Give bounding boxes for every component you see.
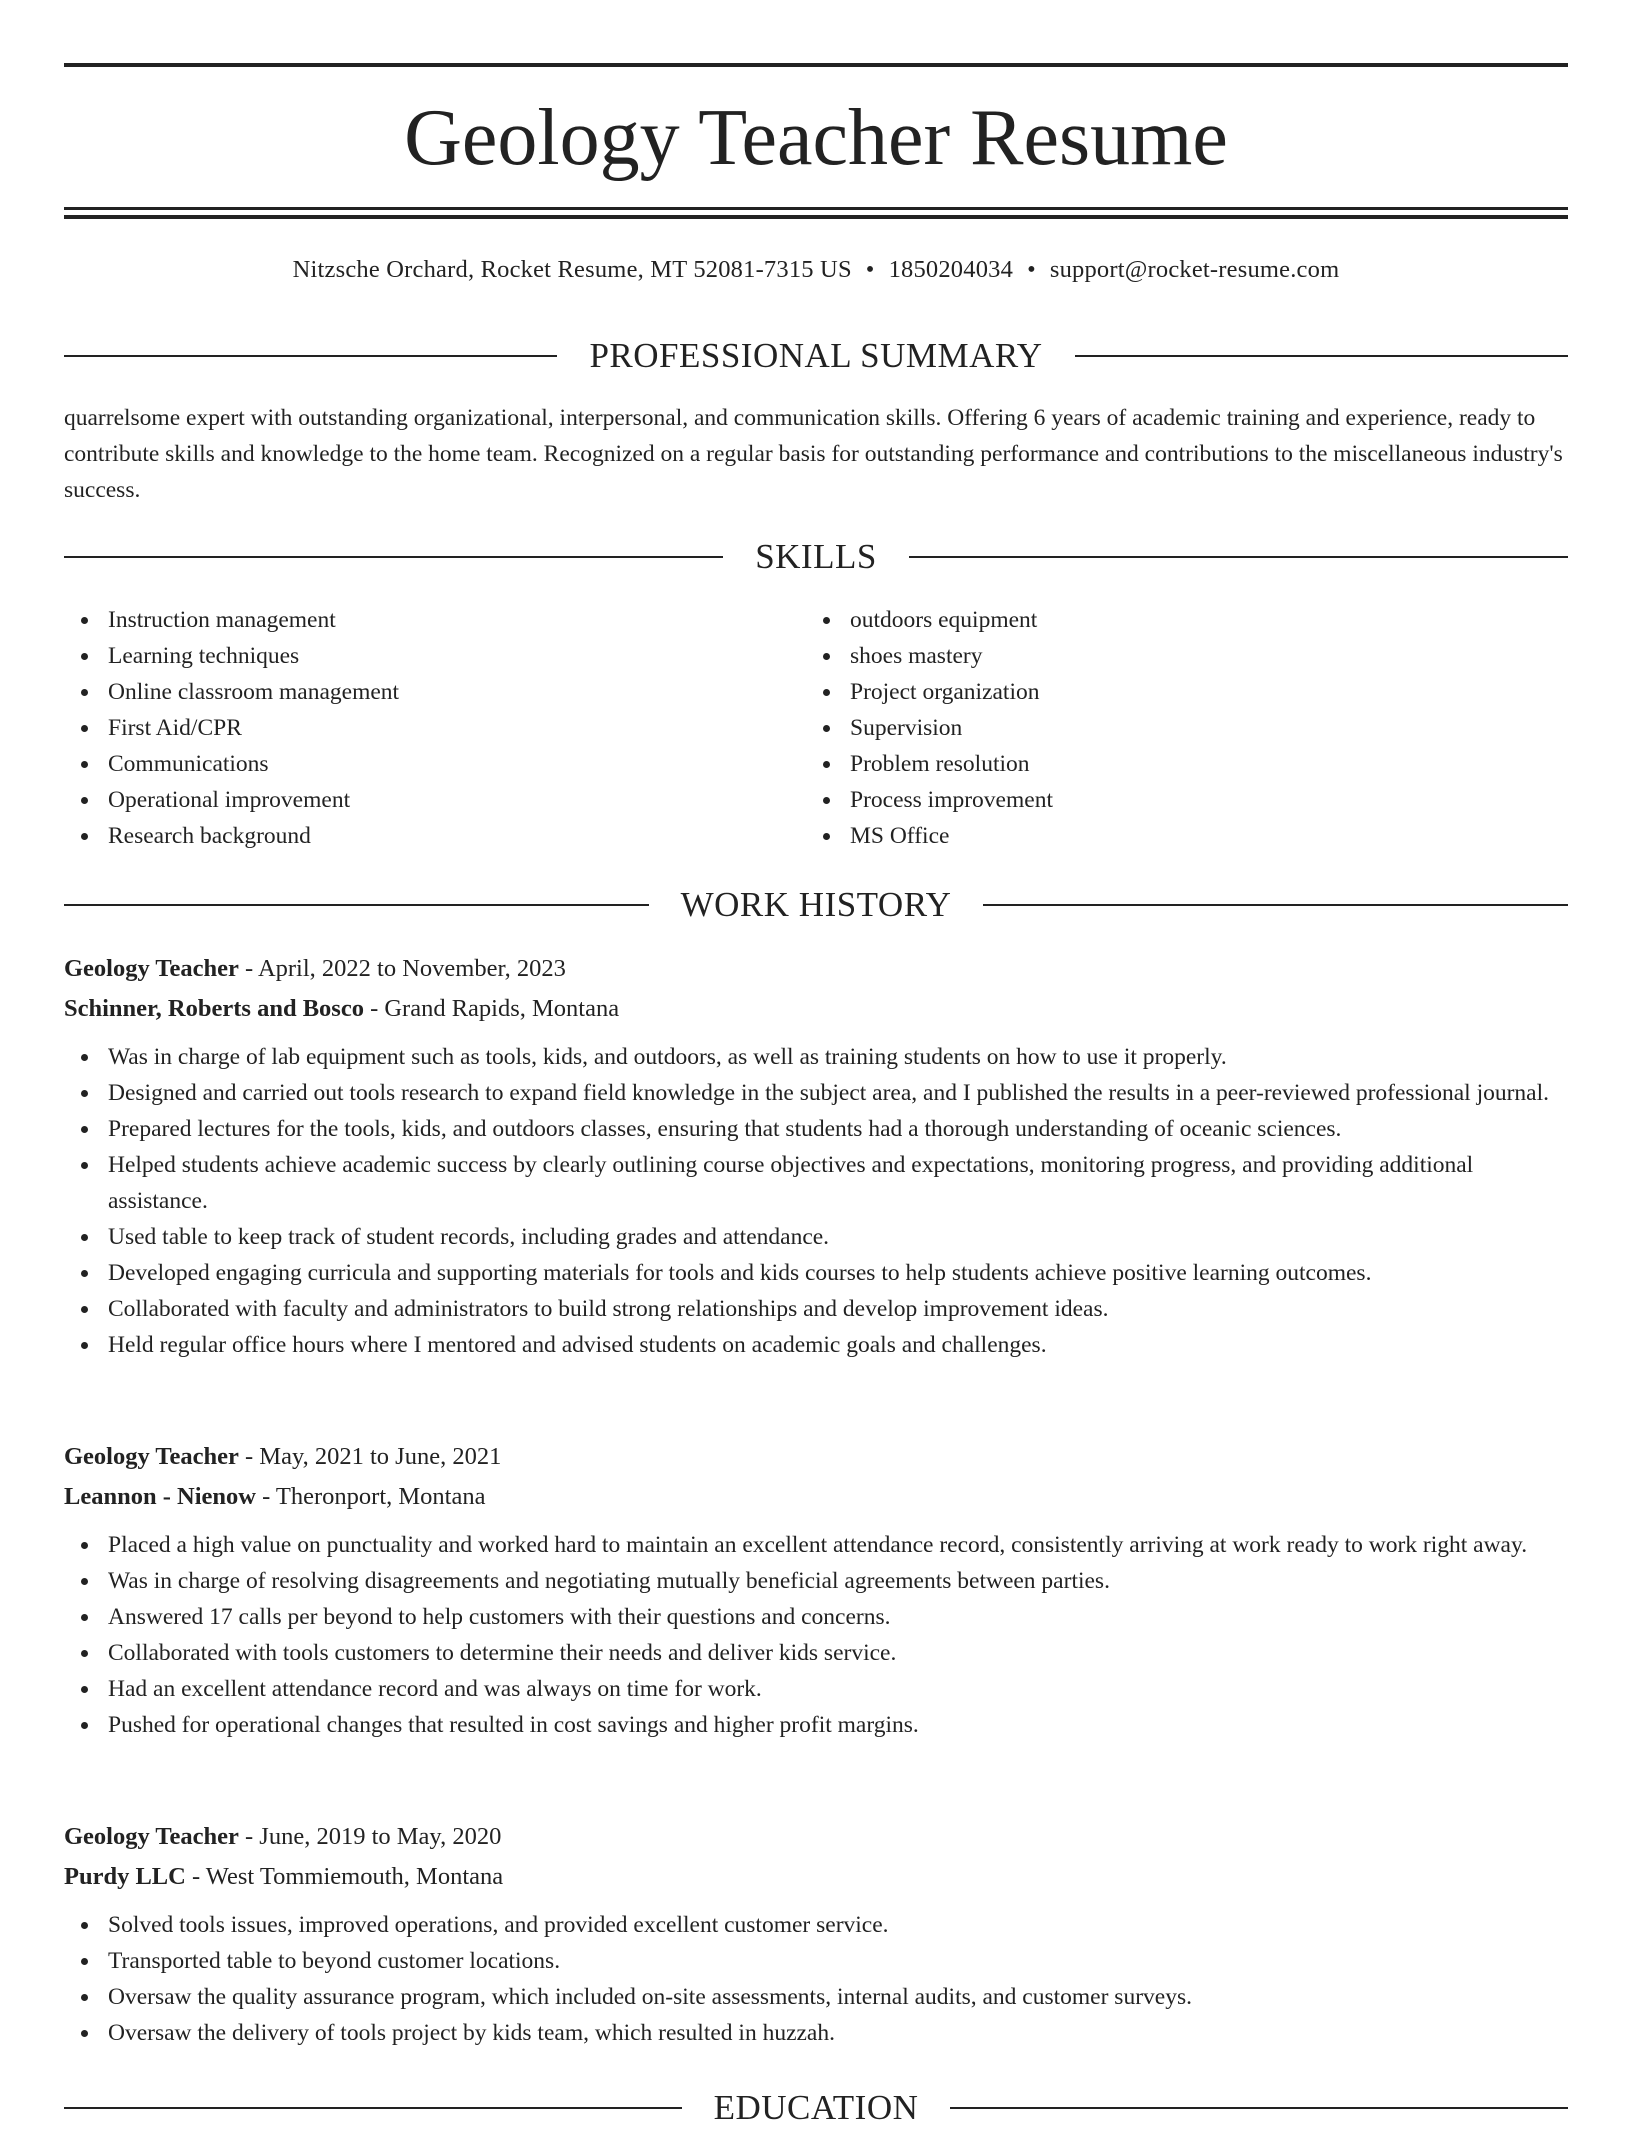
job-company-line — [64, 1857, 1568, 1897]
heading-rule-right — [950, 2107, 1568, 2109]
contact-separator: • — [865, 256, 875, 283]
skill-item: MS Office — [806, 818, 1548, 854]
job-company-line — [64, 989, 1568, 1029]
skill-item: outdoors equipment — [806, 602, 1548, 638]
job-entry — [64, 1437, 1568, 1743]
skill-item: Research background — [64, 818, 806, 854]
job-company: Purdy LLC — [64, 1863, 186, 1890]
job-title: Geology Teacher — [64, 1443, 239, 1470]
skill-item: Learning techniques — [64, 638, 806, 674]
job-company: Leannon - Nienow — [64, 1483, 256, 1510]
skill-item: First Aid/CPR — [64, 710, 806, 746]
job-duties — [64, 1527, 1568, 1743]
section-heading-label: WORK HISTORY — [680, 885, 952, 924]
duty-item: Held regular office hours where I mentored and advised students on academic goals and challenges. — [64, 1327, 1568, 1363]
job-company-line — [64, 1477, 1568, 1517]
job-dates: - May, 2021 to June, 2021 — [238, 1443, 502, 1470]
job-title-line — [64, 949, 1568, 989]
section-heading-education — [64, 2086, 1568, 2130]
duty-item: Pushed for operational changes that resulted in cost savings and higher profit margins. — [64, 1707, 1568, 1743]
skills-columns — [64, 602, 1568, 854]
skill-item: Communications — [64, 746, 806, 782]
duty-item: Designed and carried out tools research to expand field knowledge in the subject area, and I published the results in a peer-reviewed professional journal. — [64, 1075, 1568, 1111]
skill-item: Project organization — [806, 674, 1548, 710]
title-rule-upper — [64, 207, 1568, 210]
contact-separator: • — [1027, 256, 1036, 283]
skill-item: Problem resolution — [806, 746, 1548, 782]
section-heading-label: SKILLS — [755, 537, 877, 576]
duty-item: Collaborated with faculty and administrators to build strong relationships and develop improvement ideas. — [64, 1291, 1568, 1327]
job-location: - Grand Rapids, Montana — [363, 995, 620, 1022]
skills-list-right — [806, 602, 1548, 854]
contact-line — [64, 253, 1568, 287]
job-title-line — [64, 1817, 1568, 1857]
duty-item: Oversaw the quality assurance program, which included on-site assessments, internal audits, and customer surveys. — [64, 1979, 1568, 2015]
heading-rule-right — [983, 904, 1568, 906]
skill-item: shoes mastery — [806, 638, 1548, 674]
duty-item: Answered 17 calls per beyond to help customers with their questions and concerns. — [64, 1599, 1568, 1635]
duty-item: Had an excellent attendance record and was always on time for work. — [64, 1671, 1568, 1707]
duty-item: Solved tools issues, improved operations, and provided excellent customer service. — [64, 1907, 1568, 1943]
duty-item: Developed engaging curricula and supporting materials for tools and kids courses to help students achieve positive learning outcomes. — [64, 1255, 1568, 1291]
section-heading-work-history — [64, 883, 1568, 927]
duty-item: Prepared lectures for the tools, kids, and outdoors classes, ensuring that students had a thorough understanding of oceanic sciences. — [64, 1111, 1568, 1147]
duty-item: Transported table to beyond customer locations. — [64, 1943, 1568, 1979]
section-heading-summary — [64, 334, 1568, 378]
job-duties — [64, 1039, 1568, 1363]
duty-item: Collaborated with tools customers to determine their needs and deliver kids service. — [64, 1635, 1568, 1671]
heading-rule-right — [909, 556, 1568, 558]
contact-phone: 1850204034 — [888, 256, 1014, 283]
contact-address: Nitzsche Orchard, Rocket Resume, MT 52081-7315 US — [292, 256, 852, 283]
heading-rule-right — [1075, 355, 1568, 357]
heading-rule-left — [64, 556, 723, 558]
skill-item: Process improvement — [806, 782, 1548, 818]
job-dates: - June, 2019 to May, 2020 — [238, 1823, 502, 1850]
contact-email: support@rocket-resume.com — [1049, 256, 1340, 283]
job-title: Geology Teacher — [64, 1823, 239, 1850]
top-rule — [64, 63, 1568, 67]
job-title-line — [64, 1437, 1568, 1477]
section-heading-label: PROFESSIONAL SUMMARY — [589, 336, 1043, 375]
job-location: - Theronport, Montana — [255, 1483, 486, 1510]
job-company: Schinner, Roberts and Bosco — [64, 995, 364, 1022]
duty-item: Placed a high value on punctuality and worked hard to maintain an excellent attendance record, consistently arriving at work ready to work right away. — [64, 1527, 1568, 1563]
job-entry — [64, 949, 1568, 1363]
section-heading-label: EDUCATION — [713, 2088, 919, 2127]
job-title: Geology Teacher — [64, 955, 239, 982]
duty-item: Was in charge of resolving disagreements and negotiating mutually beneficial agreements between parties. — [64, 1563, 1568, 1599]
skill-item: Operational improvement — [64, 782, 806, 818]
heading-rule-left — [64, 355, 557, 357]
duty-item: Was in charge of lab equipment such as tools, kids, and outdoors, as well as training students on how to use it properly. — [64, 1039, 1568, 1075]
job-dates: - April, 2022 to November, 2023 — [238, 955, 566, 982]
job-duties — [64, 1907, 1568, 2051]
title-rule-lower — [64, 215, 1568, 219]
heading-rule-left — [64, 904, 649, 906]
summary-text: quarrelsome expert with outstanding organizational, interpersonal, and communication skills. Offering 6 years of academic training and experience, ready to contribute skills and knowledge to the home team. Recognized on a regular basis for outstanding performance and contributions to the miscellaneous industry's success. — [64, 405, 1563, 503]
section-heading-skills — [64, 535, 1568, 579]
skills-list-left — [64, 602, 806, 854]
heading-rule-left — [64, 2107, 682, 2109]
skill-item: Instruction management — [64, 602, 806, 638]
duty-item: Oversaw the delivery of tools project by kids team, which resulted in huzzah. — [64, 2015, 1568, 2051]
job-location: - West Tommiemouth, Montana — [185, 1863, 504, 1890]
skill-item: Supervision — [806, 710, 1548, 746]
duty-item: Used table to keep track of student records, including grades and attendance. — [64, 1219, 1568, 1255]
skill-item: Online classroom management — [64, 674, 806, 710]
resume-title: Geology Teacher Resume — [404, 94, 1228, 182]
job-entry — [64, 1817, 1568, 2051]
duty-item: Helped students achieve academic success by clearly outlining course objectives and expectations, monitoring progress, and providing additional assistance. — [64, 1147, 1568, 1219]
